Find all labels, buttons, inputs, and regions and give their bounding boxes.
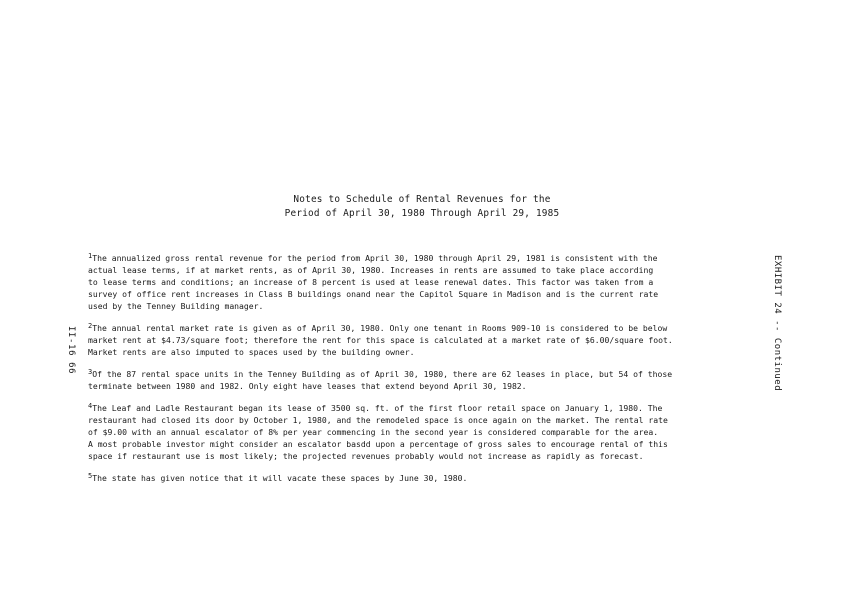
note-line: $^2$The annual rental market rate is given as of April 30, 1980. Only one tenant in Rooms 909-10 is considered to be below bbox=[88, 322, 668, 333]
note-marker: 5 bbox=[88, 472, 93, 480]
note-line: terminate between 1980 and 1982. Only eight have leases that extend beyond April 30, 1982. bbox=[88, 381, 527, 392]
note-line: $^5$The state has given notice that it will vacate these spaces by June 30, 1980. bbox=[88, 472, 468, 483]
note-line: survey of office rent increases in Class B buildings onand near the Capitol Square in Madison and is the current rate bbox=[88, 289, 659, 300]
exhibit-label: EXHIBIT 24 -- Continued bbox=[772, 255, 782, 392]
note-line: market rent at $4.73/square foot; therefore the rent for this space is calculated at a market rate of $6.00/square foot. bbox=[88, 335, 673, 346]
note-line: used by the Tenney Building manager. bbox=[88, 301, 264, 312]
note-marker: 3 bbox=[88, 368, 93, 376]
note-line: of $9.00 with an annual escalator of 8% per year commencing in the second year is considered comparable for the area. bbox=[88, 427, 659, 438]
title-line-2: Period of April 30, 1980 Through April 29, 1985 bbox=[284, 208, 560, 219]
note-line: Market rents are also imputed to spaces used by the building owner. bbox=[88, 347, 415, 358]
note-marker: 4 bbox=[88, 402, 93, 410]
title-line-1: Notes to Schedule of Rental Revenues for the bbox=[293, 194, 551, 205]
note-1 bbox=[88, 252, 760, 312]
note-line: to lease terms and conditions; an increase of 8 percent is used at lease renewal dates. This factor was taken from a bbox=[88, 277, 654, 288]
note-line: actual lease terms, if at market rents, as of April 30, 1980. Increases in rents are assumed to take place according bbox=[88, 265, 654, 276]
note-line: $^1$The annualized gross rental revenue for the period from April 30, 1980 through April 29, 1981 is consistent with the bbox=[88, 252, 658, 263]
note-line: space if restaurant use is most likely; the projected revenues probably would not increase as rapidly as forecast. bbox=[88, 451, 644, 462]
note-line: restaurant had closed its door by October 1, 1980, and the remodeled space is once again on the market. The rental rate bbox=[88, 415, 668, 426]
note-line: A most probable investor might consider an escalator basdd upon a percentage of gross sales to encourage rental of this bbox=[88, 439, 668, 450]
note-3 bbox=[88, 368, 760, 392]
note-line: $^3$Of the 87 rental space units in the Tenney Building as of April 30, 1980, there are 62 leases in place, but 54 of those bbox=[88, 368, 673, 379]
note-4 bbox=[88, 402, 760, 462]
document-title bbox=[0, 193, 844, 221]
note-5 bbox=[88, 472, 760, 484]
page-number-label: II-16 66 bbox=[66, 326, 76, 375]
note-marker: 2 bbox=[88, 322, 93, 330]
note-line: $^4$The Leaf and Ladle Restaurant began its lease of 3500 sq. ft. of the first floor retail space on January 1, 1980. The bbox=[88, 402, 663, 413]
note-marker: 1 bbox=[88, 252, 93, 260]
note-2 bbox=[88, 322, 760, 358]
